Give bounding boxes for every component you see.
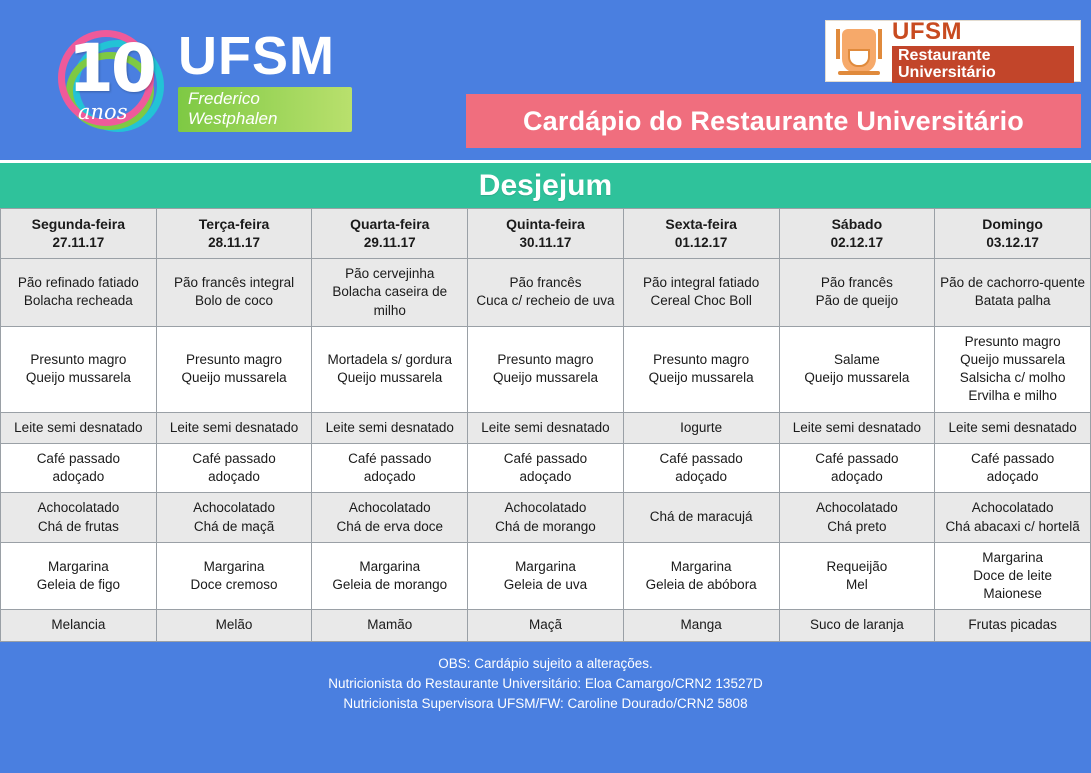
menu-item: Pão de cachorro-quente — [940, 275, 1086, 291]
knife-icon — [878, 29, 882, 59]
menu-cell — [1, 259, 157, 327]
page-title: Cardápio do Restaurante Universitário — [522, 105, 1025, 136]
menu-item: Achocolatado — [504, 500, 587, 516]
menu-item: Presunto magro — [964, 333, 1061, 349]
menu-cell — [935, 326, 1091, 412]
column-header-7 — [935, 209, 1091, 259]
logo-anos-text: anos — [78, 100, 128, 124]
column-header-3 — [312, 209, 468, 259]
menu-item: Leite semi desnatado — [169, 419, 299, 435]
table-row — [1, 443, 1091, 492]
menu-item: Maionese — [983, 586, 1042, 602]
menu-item: Margarina — [359, 558, 421, 574]
menu-item: Pão de queijo — [815, 293, 899, 309]
menu-item: Leite semi desnatado — [14, 419, 143, 435]
menu-item: adoçado — [986, 469, 1039, 485]
column-date: 02.12.17 — [830, 234, 884, 250]
menu-item: Leite semi desnatado — [948, 419, 1077, 435]
menu-cell — [156, 493, 312, 542]
menu-item: Café passado — [970, 450, 1055, 466]
menu-item: adoçado — [830, 469, 883, 485]
menu-cell — [623, 412, 779, 443]
column-day: Sábado — [831, 216, 883, 232]
menu-item: Margarina — [982, 549, 1043, 565]
menu-item: Queijo mussarela — [337, 370, 443, 386]
menu-item: Chá de frutas — [37, 518, 119, 534]
menu-item: Geleia de figo — [36, 577, 120, 593]
menu-cell — [312, 326, 468, 412]
menu-item: Presunto magro — [653, 351, 750, 367]
menu-item: Achocolatado — [971, 500, 1054, 516]
restaurante-universitario-badge — [825, 20, 1081, 82]
menu-cell — [156, 542, 312, 610]
menu-cell — [156, 443, 312, 492]
column-date: 01.12.17 — [674, 234, 728, 250]
menu-cell — [1, 412, 157, 443]
menu-cell — [1, 542, 157, 610]
logo-number: 10 — [68, 30, 154, 107]
column-date: 30.11.17 — [519, 234, 572, 250]
menu-cell — [623, 259, 779, 327]
menu-cell — [779, 412, 935, 443]
menu-cell — [156, 326, 312, 412]
menu-item: Frutas picadas — [968, 617, 1057, 633]
table-row — [1, 412, 1091, 443]
menu-item: Presunto magro — [186, 351, 283, 367]
menu-cell — [779, 493, 935, 542]
menu-cell — [623, 610, 779, 641]
menu-item: Queijo mussarela — [181, 370, 287, 386]
menu-item: Melão — [215, 617, 253, 633]
table-row — [1, 542, 1091, 610]
menu-item: Ervilha e milho — [968, 388, 1057, 404]
menu-cell — [935, 412, 1091, 443]
page-title-banner — [466, 94, 1081, 148]
column-day: Quarta-feira — [350, 216, 430, 232]
menu-item: Café passado — [659, 450, 743, 466]
column-header-6 — [779, 209, 935, 259]
menu-item: Achocolatado — [193, 500, 275, 516]
menu-item: Iogurte — [680, 419, 723, 435]
menu-cell — [468, 326, 624, 412]
menu-item: Café passado — [192, 450, 276, 466]
cutlery-plate-icon — [832, 25, 886, 77]
cup-icon — [848, 49, 870, 67]
menu-cell — [468, 443, 624, 492]
menu-cell — [312, 610, 468, 641]
menu-cell — [779, 610, 935, 641]
menu-item: Batata palha — [974, 293, 1051, 309]
column-date: 28.11.17 — [208, 234, 260, 250]
menu-item: Chá preto — [827, 518, 887, 534]
menu-cell — [935, 610, 1091, 641]
menu-item: adoçado — [519, 469, 572, 485]
menu-item: adoçado — [208, 469, 260, 485]
menu-cell — [312, 259, 468, 327]
menu-item: Doce cremoso — [190, 577, 278, 593]
column-header-4 — [468, 209, 624, 259]
menu-cell — [156, 259, 312, 327]
menu-item: Leite semi desnatado — [481, 419, 610, 435]
menu-item: adoçado — [52, 469, 105, 485]
menu-item: Achocolatado — [815, 500, 898, 516]
menu-item: Margarina — [47, 558, 109, 574]
table-row — [1, 326, 1091, 412]
menu-item: Pão francês integral — [174, 275, 295, 291]
menu-item: Pão francês — [820, 275, 893, 291]
menu-cell — [779, 326, 935, 412]
menu-item: adoçado — [363, 469, 416, 485]
menu-item: Leite semi desnatado — [792, 419, 922, 435]
menu-item: Queijo mussarela — [960, 351, 1066, 367]
menu-cell — [468, 542, 624, 610]
ufsm-anniversary-logo — [52, 24, 352, 136]
menu-item: Achocolatado — [348, 500, 431, 516]
menu-cell — [935, 259, 1091, 327]
menu-item: Salame — [833, 351, 880, 367]
menu-item: Leite semi desnatado — [325, 419, 454, 435]
menu-item: Presunto magro — [497, 351, 594, 367]
ru-badge-line2: Restaurante Universitário — [892, 46, 1074, 83]
column-header-1 — [1, 209, 157, 259]
column-date: 03.12.17 — [986, 234, 1039, 250]
menu-cell — [779, 259, 935, 327]
menu-item: Geleia de uva — [503, 577, 588, 593]
menu-item: Geleia de morango — [332, 577, 448, 593]
menu-cell — [623, 443, 779, 492]
menu-item: Café passado — [815, 450, 899, 466]
menu-cell — [468, 493, 624, 542]
menu-item: Café passado — [348, 450, 432, 466]
menu-item: Bolacha recheada — [23, 293, 133, 309]
column-day: Quinta-feira — [506, 216, 585, 232]
menu-item: Cuca c/ recheio de uva — [476, 293, 615, 309]
menu-table-head — [1, 209, 1091, 259]
column-day: Sexta-feira — [665, 216, 737, 232]
menu-item: Chá de maracujá — [649, 509, 753, 525]
menu-cell — [1, 443, 157, 492]
menu-item: Suco de laranja — [809, 617, 904, 633]
menu-cell — [779, 443, 935, 492]
menu-item: Chá de morango — [495, 518, 596, 534]
menu-item: Achocolatado — [37, 500, 120, 516]
menu-item: Queijo mussarela — [648, 370, 754, 386]
column-header-2 — [156, 209, 312, 259]
menu-item: Mortadela s/ gordura — [327, 351, 453, 367]
menu-cell — [312, 412, 468, 443]
menu-item: Queijo mussarela — [804, 370, 910, 386]
table-line-icon — [838, 71, 880, 75]
menu-cell — [312, 542, 468, 610]
menu-cell — [935, 493, 1091, 542]
column-date: 27.11.17 — [52, 234, 105, 250]
menu-table — [0, 208, 1091, 642]
ufsm-text: UFSM — [178, 25, 335, 86]
menu-item: Salsicha c/ molho — [959, 370, 1066, 386]
menu-item: Margarina — [670, 558, 732, 574]
menu-item: Margarina — [515, 558, 576, 574]
table-row — [1, 493, 1091, 542]
menu-item: Chá de erva doce — [336, 518, 444, 534]
menu-cell — [779, 542, 935, 610]
table-header-row — [1, 209, 1091, 259]
page-footer — [0, 642, 1091, 725]
menu-item: Manga — [680, 617, 722, 633]
table-row — [1, 610, 1091, 641]
menu-cell — [468, 412, 624, 443]
menu-item: Mel — [845, 577, 868, 593]
menu-cell — [935, 542, 1091, 610]
menu-cell — [156, 412, 312, 443]
menu-cell — [623, 493, 779, 542]
footer-line-2: Nutricionista do Restaurante Universitário: Eloa Camargo/CRN2 13527D — [328, 675, 763, 691]
column-day: Terça-feira — [198, 216, 270, 232]
ufsm-wordmark — [178, 25, 352, 132]
menu-item: Chá de maçã — [193, 518, 275, 534]
menu-item: Doce de leite — [973, 567, 1053, 583]
footer-line-3: Nutricionista Supervisora UFSM/FW: Caroline Dourado/CRN2 5808 — [343, 696, 748, 712]
menu-item: Café passado — [503, 450, 588, 466]
ru-badge-text — [892, 19, 1074, 83]
menu-item: Mamão — [367, 617, 413, 633]
menu-item: Pão refinado fatiado — [17, 275, 139, 291]
ru-badge-line1: UFSM — [892, 18, 962, 46]
menu-item: Cereal Choc Boll — [650, 293, 752, 309]
menu-item: Pão cervejinha — [345, 266, 435, 282]
menu-cell — [468, 259, 624, 327]
menu-cell — [1, 610, 157, 641]
menu-item: Maçã — [528, 617, 562, 633]
menu-cell — [623, 326, 779, 412]
menu-cell — [312, 493, 468, 542]
menu-item: Presunto magro — [30, 351, 127, 367]
menu-item: Requeijão — [826, 558, 888, 574]
menu-cell — [623, 542, 779, 610]
menu-item: Queijo mussarela — [492, 370, 598, 386]
ten-years-logo-icon — [52, 24, 172, 136]
menu-cell — [935, 443, 1091, 492]
campus-label: Frederico Westphalen — [178, 87, 352, 132]
menu-cell — [1, 493, 157, 542]
column-day: Segunda-feira — [31, 216, 126, 232]
column-header-5 — [623, 209, 779, 259]
meal-section-bar — [0, 160, 1091, 208]
menu-item: Queijo mussarela — [25, 370, 131, 386]
table-row — [1, 259, 1091, 327]
menu-item: Café passado — [36, 450, 120, 466]
fork-icon — [836, 29, 840, 59]
menu-cell — [156, 610, 312, 641]
menu-item: Chá abacaxi c/ hortelã — [945, 518, 1080, 534]
menu-item: Bolacha caseira de milho — [332, 284, 448, 318]
page-header — [0, 0, 1091, 160]
column-date: 29.11.17 — [363, 234, 416, 250]
menu-item: Melancia — [51, 617, 106, 633]
menu-item: Pão francês — [509, 275, 582, 291]
menu-item: adoçado — [675, 469, 728, 485]
menu-table-body — [1, 259, 1091, 642]
menu-item: Margarina — [203, 558, 265, 574]
column-day: Domingo — [982, 216, 1043, 232]
menu-item: Geleia de abóbora — [645, 577, 757, 593]
meal-section-label: Desjejum — [478, 168, 613, 202]
menu-cell — [1, 326, 157, 412]
menu-item: Pão integral fatiado — [642, 275, 760, 291]
menu-cell — [468, 610, 624, 641]
menu-item: Bolo de coco — [195, 293, 274, 309]
footer-line-1: OBS: Cardápio sujeito a alterações. — [438, 655, 653, 671]
menu-cell — [312, 443, 468, 492]
